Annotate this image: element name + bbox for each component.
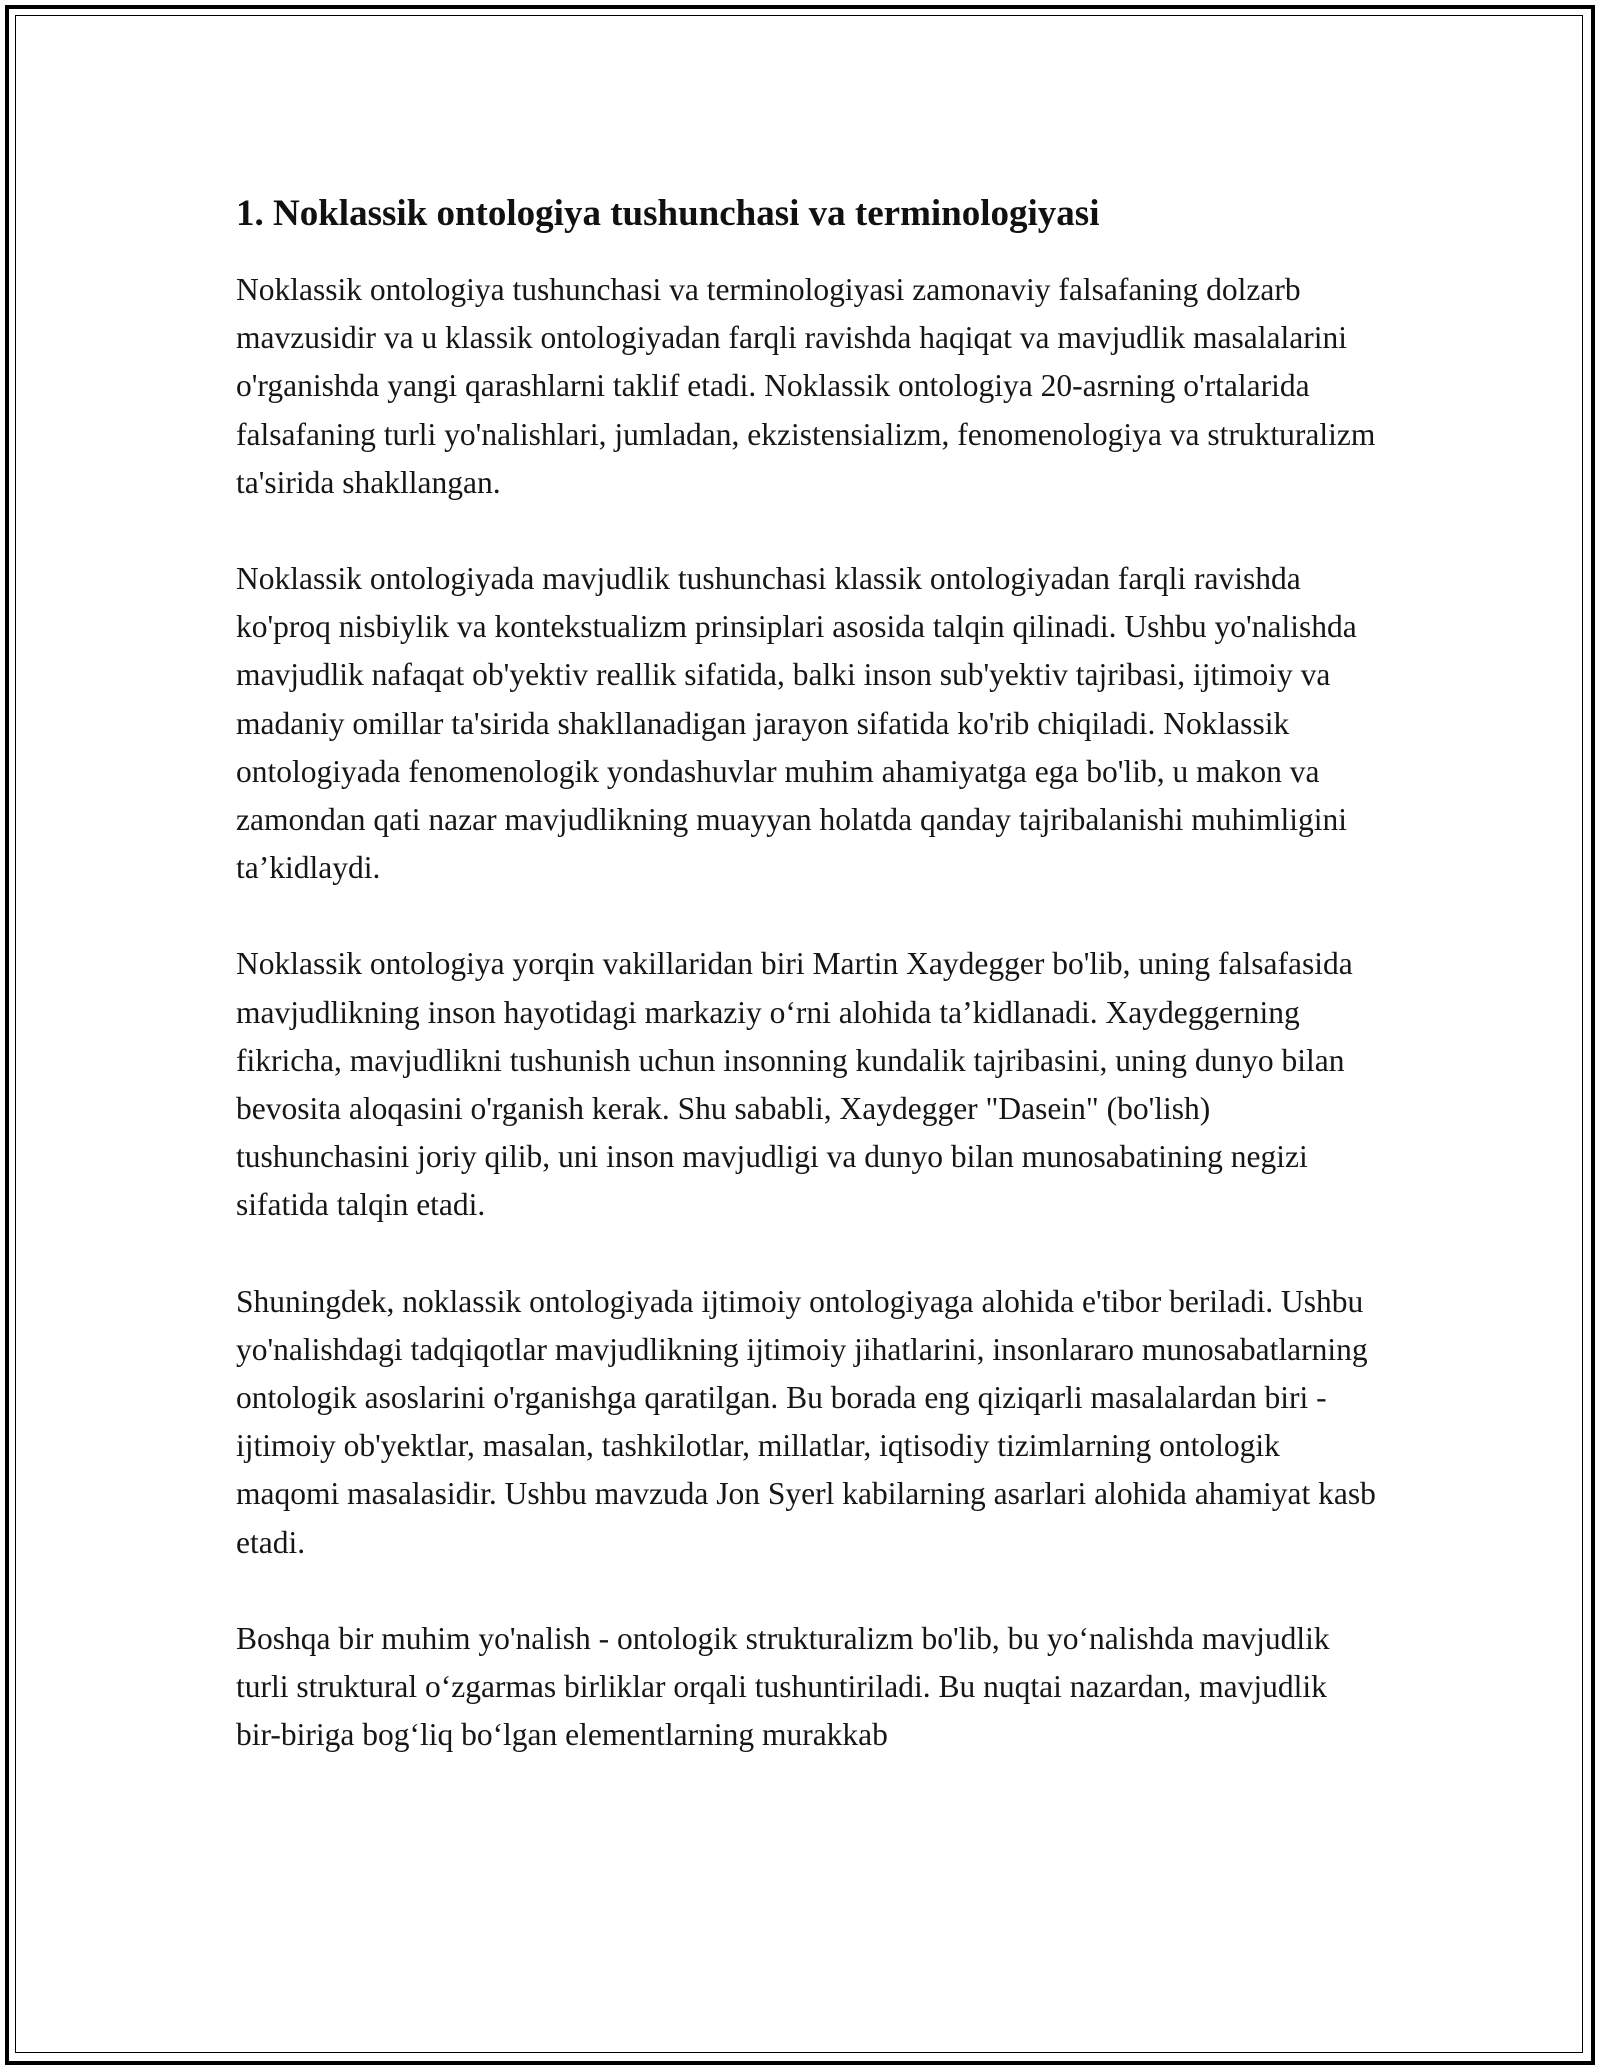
- paragraph-4: Shuningdek, noklassik ontologiyada ijtimoiy ontologiyaga alohida e'tibor beriladi. Ushbu yo'nalishdagi tadqiqotlar mavjudlikning ijtimoiy jihatlarini, insonlararo munosabatlarning ontologik asoslarini o'rganishga qaratilgan. Bu borada eng qiziqarli masalalardan biri - ijtimoiy ob'yektlar, masalan, tashkilotlar, millatlar, iqtisodiy tizimlarning ontologik maqomi masalasidir. Ushbu mavzuda Jon Syerl kabilarning asarlari alohida ahamiyat kasb etadi.: [236, 1283, 1376, 1560]
- paragraph-1: Noklassik ontologiya tushunchasi va terminologiyasi zamonaviy falsafaning dolzarb mavzusidir va u klassik ontologiyadan farqli ravishda haqiqat va mavjudlik masalalarini o'rganishda yangi qarashlarni taklif etadi. Noklassik ontologiya 20-asrning o'rtalarida falsafaning turli yo'nalishlari, jumladan, ekzistensializm, fenomenologiya va strukturalizm ta'sirida shakllangan.: [236, 272, 1376, 500]
- paragraph-2: Noklassik ontologiyada mavjudlik tushunchasi klassik ontologiyadan farqli ravishda ko'proq nisbiylik va kontekstualizm prinsiplari asosida talqin qilinadi. Ushbu yo'nalishda mavjudlik nafaqat ob'yektiv reallik sifatida, balki inson sub'yektiv tajribasi, ijtimoiy va madaniy omillar ta'sirida shakllanadigan jarayon sifatida ko'rib chiqiladi. Noklassik ontologiyada fenomenologik yondashuvlar muhim ahamiyatga ega bo'lib, u makon va zamondan qati nazar mavjudlikning muayyan holatda qanday tajribalanishi muhimligini ta’kidlaydi.: [236, 561, 1357, 886]
- paragraph-3: Noklassik ontologiya yorqin vakillaridan biri Martin Xaydegger bo'lib, uning falsafasida mavjudlikning inson hayotidagi markaziy o‘rni alohida ta’kidlanadi. Xaydeggerning fikricha, mavjudlikni tushunish uchun insonning kundalik tajribasini, uning dunyo bilan bevosita aloqasini o'rganish kerak. Shu sababli, Xaydegger "Dasein" (bo'lish) tushunchasini joriy qilib, uni inson mavjudligi va dunyo bilan munosabatining negizi sifatida talqin etadi.: [236, 946, 1353, 1223]
- paragraph-5: Boshqa bir muhim yo'nalish - ontologik strukturalizm bo'lib, bu yo‘nalishda mavjudlik turli struktural o‘zgarmas birliklar orqali tushuntiriladi. Bu nuqtai nazardan, mavjudlik bir-biriga bog‘liq bo‘lgan elementlarning murakkab: [236, 1620, 1330, 1753]
- section-heading: 1. Noklassik ontologiya tushunchasi va terminologiyasi: [236, 193, 1100, 234]
- document-body: [236, 186, 1376, 1807]
